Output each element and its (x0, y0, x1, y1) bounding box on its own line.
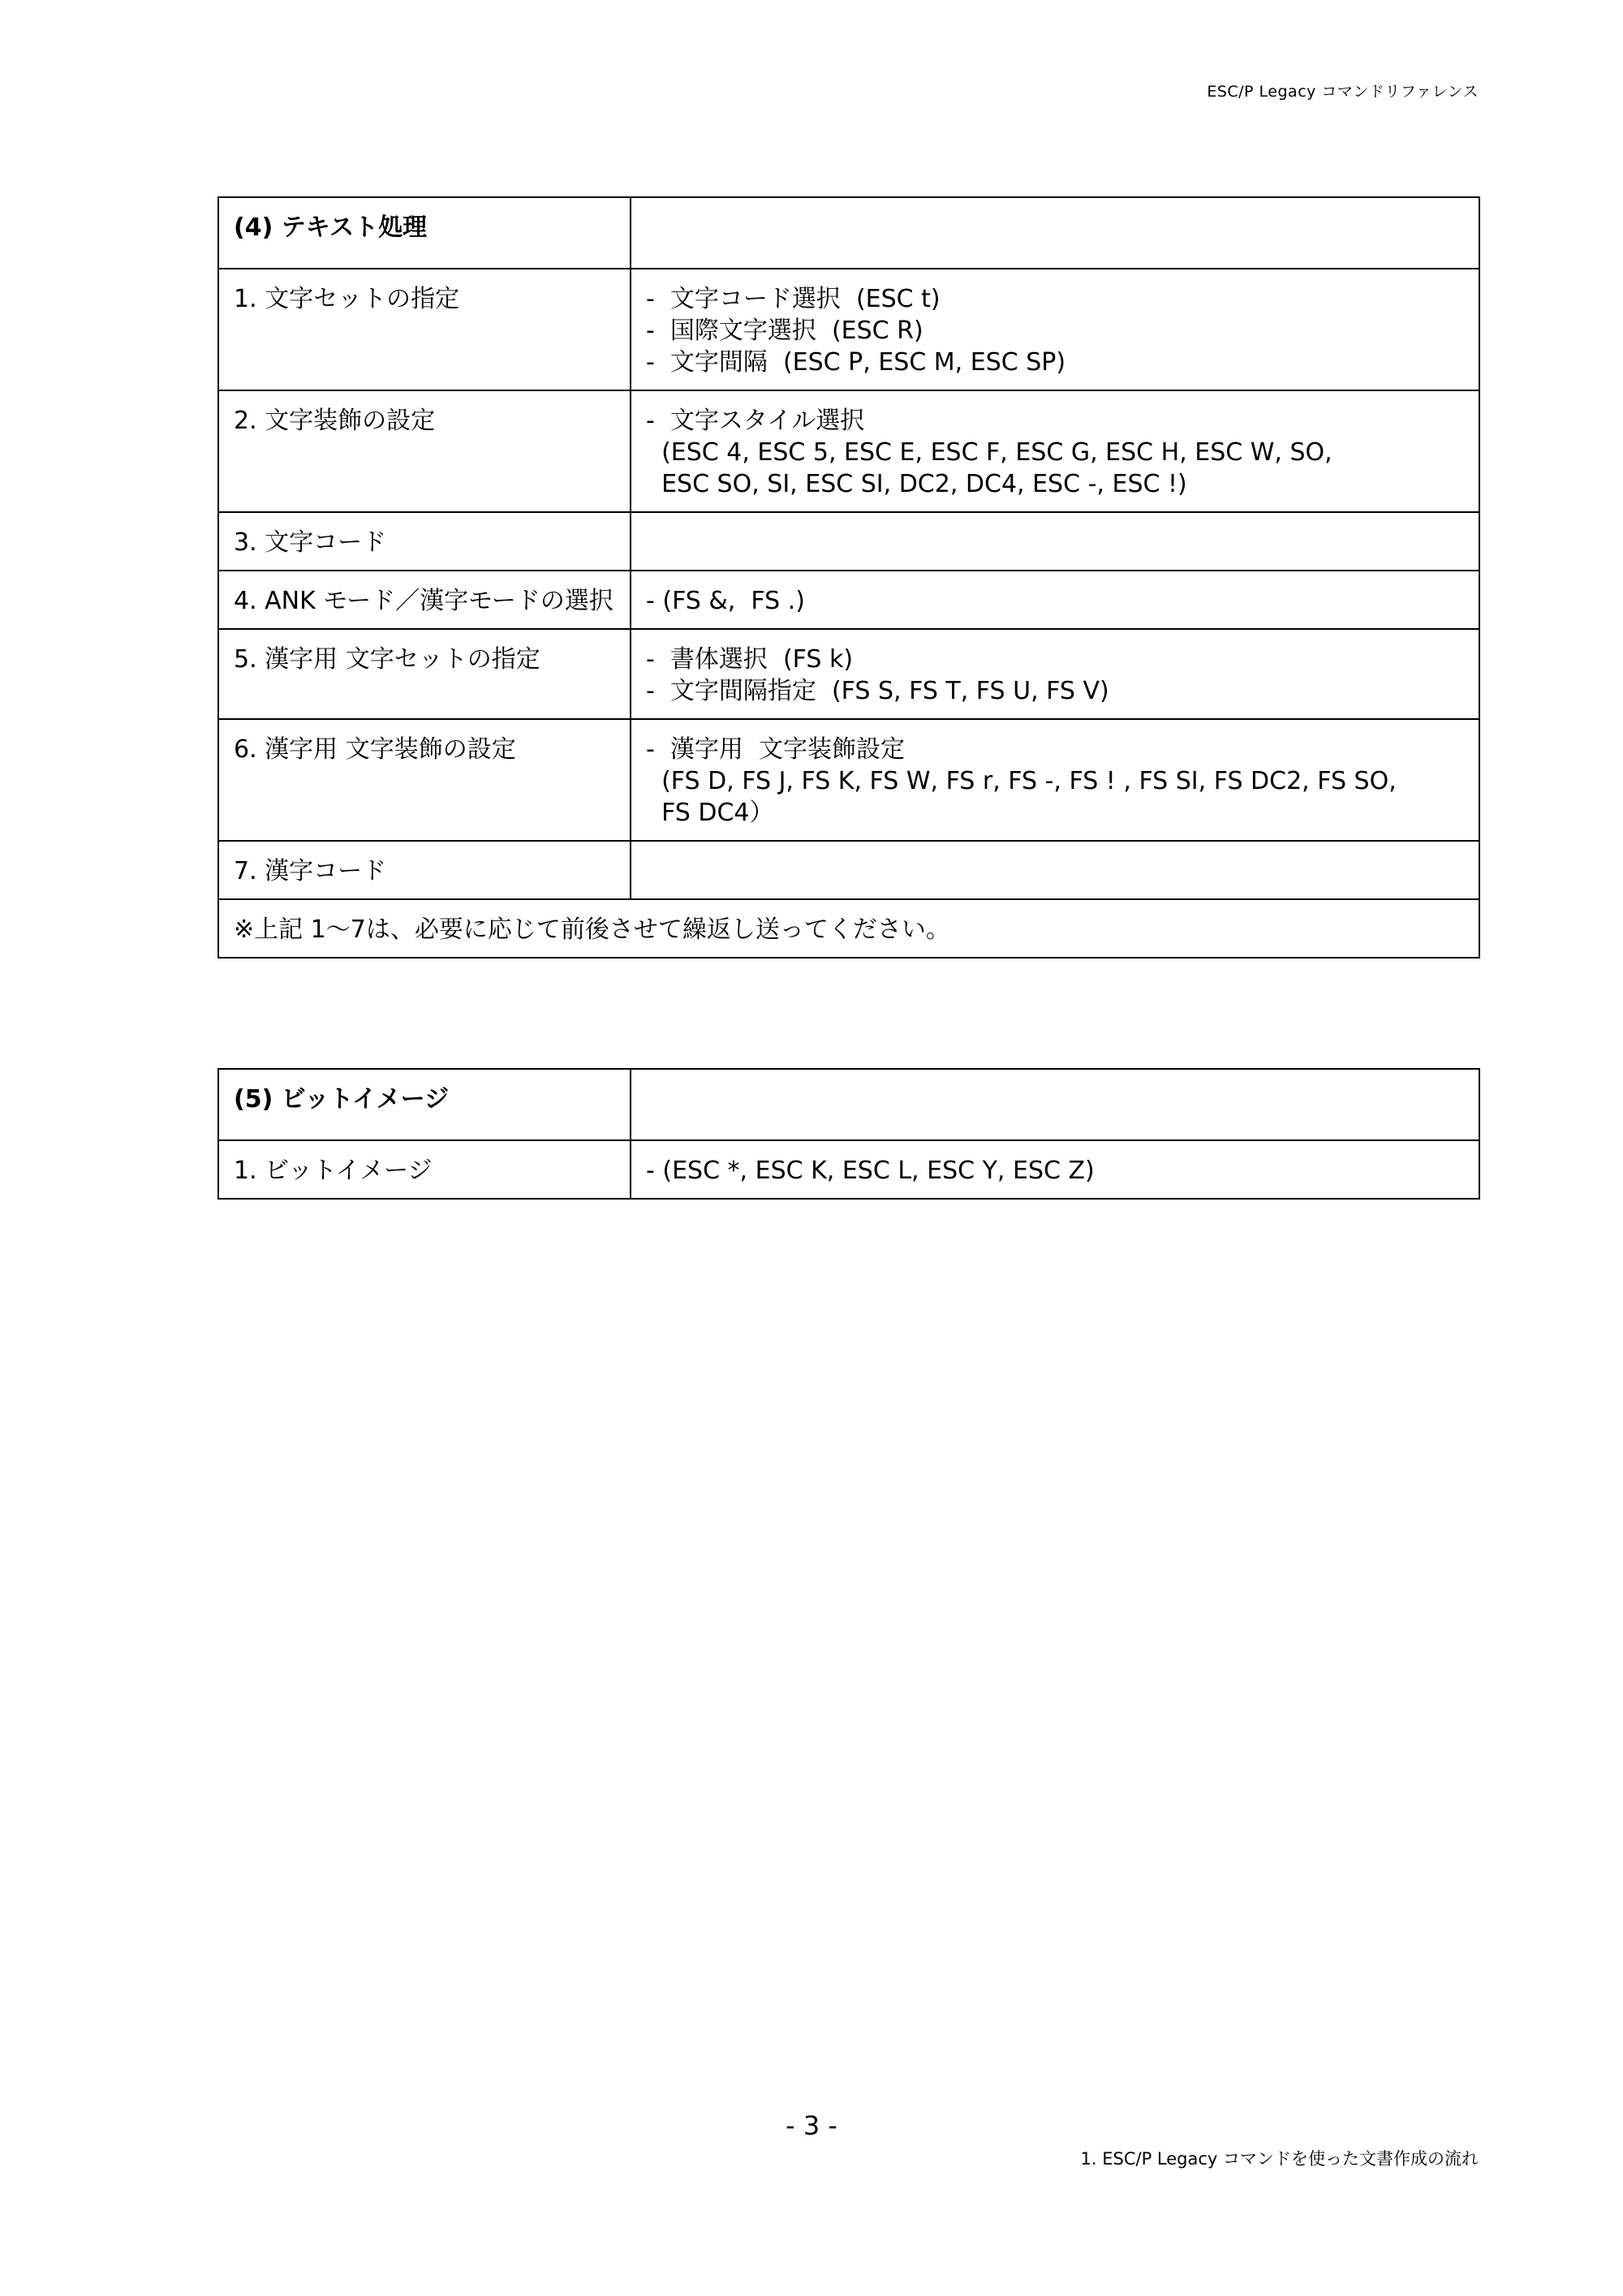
command-line: - 文字間隔 (ESC P, ESC M, ESC SP) (646, 348, 1066, 377)
table-row (218, 571, 1479, 629)
bit-image-table (217, 1068, 1480, 1200)
section-heading-cell (218, 1069, 631, 1140)
row-commands (631, 512, 1479, 571)
row-label: 3. 文字コード (218, 512, 631, 571)
command-line: (FS D, FS J, FS K, FS W, FS r, FS -, FS ! , FS SI, FS DC2, FS SO, (646, 767, 1397, 795)
command-line: - (ESC *, ESC K, ESC L, ESC Y, ESC Z) (646, 1157, 1095, 1185)
row-label: 5. 漢字用 文字セットの指定 (218, 629, 631, 719)
command-line: - 国際文字選択 (ESC R) (646, 317, 923, 345)
command-line: - 書体選択 (FS k) (646, 645, 854, 674)
table-row (218, 629, 1479, 719)
empty-cell (631, 197, 1479, 269)
row-commands (631, 269, 1479, 390)
command-line: ESC SO, SI, ESC SI, DC2, DC4, ESC -, ESC !) (646, 470, 1187, 498)
row-commands (631, 841, 1479, 899)
table-row (218, 841, 1479, 899)
table-row (218, 719, 1479, 841)
text-processing-table (217, 196, 1480, 958)
command-line: - 文字間隔指定 (FS S, FS T, FS U, FS V) (646, 677, 1109, 705)
row-commands (631, 390, 1479, 512)
page-header: ESC/P Legacy コマンドリファレンス (1207, 83, 1479, 101)
command-line: - (FS &, FS .) (646, 587, 805, 615)
row-label-text: 4. ANK モード／漢字モードの選択 (234, 587, 613, 615)
table-heading-row (218, 1069, 1479, 1140)
row-commands (631, 1140, 1479, 1199)
row-label: 6. 漢字用 文字装飾の設定 (218, 719, 631, 841)
row-commands (631, 629, 1479, 719)
page-footer: 1. ESC/P Legacy コマンドを使った文書作成の流れ (1080, 2149, 1479, 2169)
command-line: - 文字スタイル選択 (646, 407, 865, 435)
table-row (218, 512, 1479, 571)
page-number: - 3 - (786, 2110, 837, 2141)
command-line: - 漢字用 文字装飾設定 (646, 735, 905, 764)
row-commands (631, 571, 1479, 629)
table-row (218, 1140, 1479, 1199)
table-heading-row (218, 197, 1479, 269)
row-label: 2. 文字装飾の設定 (218, 390, 631, 512)
table-row (218, 390, 1479, 512)
row-label: 1. 文字セットの指定 (218, 269, 631, 390)
row-commands (631, 719, 1479, 841)
command-line: - 文字コード選択 (ESC t) (646, 285, 941, 313)
section-heading: (5) ビットイメージ (234, 1085, 450, 1114)
section-heading: (4) テキスト処理 (234, 213, 428, 242)
section-heading-cell (218, 197, 631, 269)
table-note: ※上記 1〜7は、必要に応じて前後させて繰返し送ってください。 (218, 899, 1479, 958)
command-line: FS DC4） (646, 799, 774, 827)
empty-cell (631, 1069, 1479, 1140)
row-label (218, 571, 631, 629)
row-label: 7. 漢字コード (218, 841, 631, 899)
row-label: 1. ビットイメージ (218, 1140, 631, 1199)
command-line: (ESC 4, ESC 5, ESC E, ESC F, ESC G, ESC H, ESC W, SO, (646, 438, 1332, 467)
table-row (218, 269, 1479, 390)
table-note-row (218, 899, 1479, 958)
